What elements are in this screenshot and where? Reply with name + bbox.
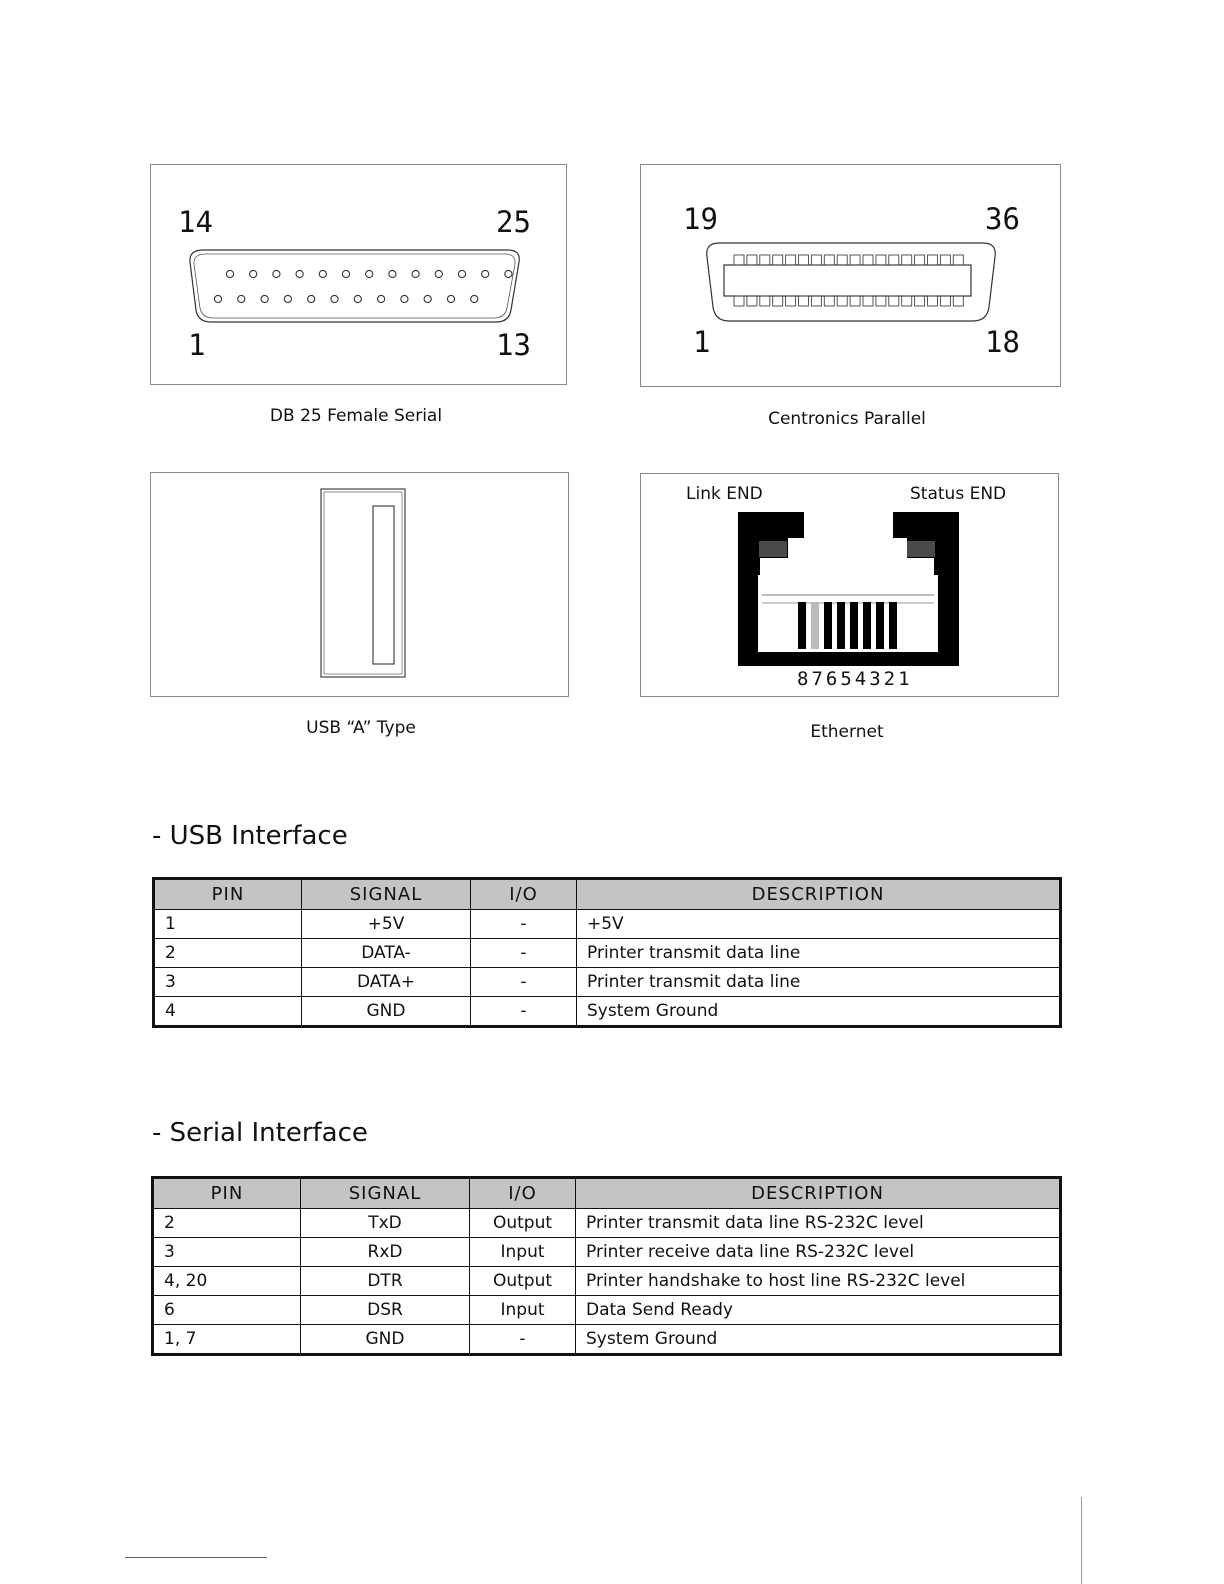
centronics-contact: [953, 255, 963, 265]
centronics-contact: [928, 255, 938, 265]
db25-pin-hole: [331, 295, 338, 302]
cell-pin: 6: [153, 1296, 301, 1325]
centronics-contact: [837, 255, 847, 265]
centronics-contact: [747, 296, 757, 306]
cell-description: Printer handshake to host line RS-232C level: [576, 1267, 1061, 1296]
table-row: [153, 1296, 1061, 1325]
db25-pin-label-14: 14: [178, 205, 213, 239]
centronics-contact: [889, 255, 899, 265]
centronics-pin-label-18: 18: [985, 325, 1020, 359]
header-pin: PIN: [153, 1178, 301, 1209]
db25-pin-hole: [505, 270, 512, 277]
cell-signal: +5V: [302, 910, 471, 939]
header-io: I/O: [470, 1178, 576, 1209]
cell-signal: TxD: [301, 1209, 470, 1238]
centronics-contact: [889, 296, 899, 306]
centronics-contact: [940, 255, 950, 265]
cell-io: Output: [470, 1209, 576, 1238]
db25-pin-hole: [319, 270, 326, 277]
centronics-contact: [902, 255, 912, 265]
centronics-contact: [876, 255, 886, 265]
cell-description: +5V: [577, 910, 1061, 939]
cell-description: Printer transmit data line: [577, 968, 1061, 997]
header-description: DESCRIPTION: [576, 1178, 1061, 1209]
footer-rule: [125, 1557, 267, 1558]
centronics-contact: [734, 255, 744, 265]
centronics-contact: [837, 296, 847, 306]
centronics-pin-label-36: 36: [985, 202, 1020, 236]
db25-pin-hole: [214, 295, 221, 302]
cell-pin: 4: [154, 997, 302, 1027]
header-signal: SIGNAL: [301, 1178, 470, 1209]
cell-io: -: [471, 968, 577, 997]
centronics-contact: [824, 255, 834, 265]
ethernet-contact: [824, 602, 832, 649]
centronics-contact: [850, 255, 860, 265]
usb-diagram-box: [150, 472, 569, 697]
db25-pin-hole: [378, 295, 385, 302]
cell-signal: GND: [301, 1325, 470, 1355]
ethernet-contact: [863, 602, 871, 649]
cell-pin: 3: [154, 968, 302, 997]
table-row: [154, 910, 1061, 939]
centronics-contact: [902, 296, 912, 306]
table-row: [153, 1238, 1061, 1267]
db25-pin-hole: [238, 295, 245, 302]
db25-pin-hole: [424, 295, 431, 302]
db25-pin-hole: [482, 270, 489, 277]
usb-interface-table: [152, 877, 1062, 1028]
table-row: [153, 1267, 1061, 1296]
header-signal: SIGNAL: [302, 879, 471, 910]
db25-pin-hole: [261, 295, 268, 302]
ethernet-caption: Ethernet: [810, 722, 884, 742]
centronics-contact: [863, 255, 873, 265]
cell-io: Input: [470, 1296, 576, 1325]
db25-pin-hole: [354, 295, 361, 302]
centronics-contact: [811, 296, 821, 306]
cell-pin: 4, 20: [153, 1267, 301, 1296]
cell-description: Printer transmit data line: [577, 939, 1061, 968]
db25-pin-hole: [342, 270, 349, 277]
centronics-contact: [760, 296, 770, 306]
ethernet-contact: [850, 602, 858, 649]
db25-pin-hole: [435, 270, 442, 277]
ethernet-contact: [798, 602, 806, 649]
db25-pin-hole: [284, 295, 291, 302]
centronics-contact: [863, 296, 873, 306]
header-pin: PIN: [154, 879, 302, 910]
cell-io: -: [471, 939, 577, 968]
ethernet-pin-numbers: 87654321: [797, 668, 913, 690]
cell-signal: DTR: [301, 1267, 470, 1296]
db25-pin-hole: [273, 270, 280, 277]
ethernet-contact: [837, 602, 845, 649]
table-header-row: [153, 1178, 1061, 1209]
header-io: I/O: [471, 879, 577, 910]
centronics-contact: [915, 296, 925, 306]
cell-io: -: [471, 910, 577, 939]
cell-signal: RxD: [301, 1238, 470, 1267]
cell-signal: DATA+: [302, 968, 471, 997]
db25-pin-hole: [250, 270, 257, 277]
table-row: [153, 1325, 1061, 1355]
db25-pin-hole: [366, 270, 373, 277]
centronics-contact: [811, 255, 821, 265]
serial-interface-table: [151, 1176, 1062, 1356]
centronics-connector-icon: [641, 165, 1062, 388]
db25-pin-label-1: 1: [188, 328, 206, 362]
centronics-contact: [850, 296, 860, 306]
db25-connector-icon: [151, 165, 568, 386]
table-row: [154, 968, 1061, 997]
db25-pin-hole: [412, 270, 419, 277]
centronics-contact: [760, 255, 770, 265]
centronics-pin-label-1: 1: [693, 325, 711, 359]
ethernet-contact: [876, 602, 884, 649]
centronics-caption: Centronics Parallel: [768, 409, 926, 429]
cell-pin: 3: [153, 1238, 301, 1267]
centronics-contact: [915, 255, 925, 265]
cell-description: Data Send Ready: [576, 1296, 1061, 1325]
db25-pin-label-25: 25: [496, 205, 531, 239]
cell-signal: DATA-: [302, 939, 471, 968]
cell-pin: 1: [154, 910, 302, 939]
centronics-contact: [773, 255, 783, 265]
cell-io: Input: [470, 1238, 576, 1267]
table-row: [154, 939, 1061, 968]
centronics-contact: [786, 255, 796, 265]
ethernet-rj45-icon: [641, 474, 1060, 698]
ethernet-diagram-box: [640, 473, 1059, 697]
centronics-contact: [786, 296, 796, 306]
db25-pin-hole: [296, 270, 303, 277]
usb-caption: USB “A” Type: [306, 718, 416, 738]
db25-pin-hole: [471, 295, 478, 302]
ethernet-status-end-label: Status END: [910, 484, 1007, 504]
usb-a-connector-icon: [151, 473, 570, 698]
header-description: DESCRIPTION: [577, 879, 1061, 910]
cell-description: System Ground: [577, 997, 1061, 1027]
cell-pin: 2: [154, 939, 302, 968]
db25-pin-hole: [226, 270, 233, 277]
cell-io: -: [471, 997, 577, 1027]
cell-description: Printer receive data line RS-232C level: [576, 1238, 1061, 1267]
centronics-contact: [799, 255, 809, 265]
centronics-contact: [876, 296, 886, 306]
cell-description: Printer transmit data line RS-232C level: [576, 1209, 1061, 1238]
cell-signal: DSR: [301, 1296, 470, 1325]
db25-pin-hole: [401, 295, 408, 302]
cell-io: Output: [470, 1267, 576, 1296]
centronics-contact: [953, 296, 963, 306]
page-edge-rule: [1081, 1497, 1082, 1584]
cell-description: System Ground: [576, 1325, 1061, 1355]
centronics-contact: [734, 296, 744, 306]
usb-interface-heading: - USB Interface: [152, 821, 348, 851]
ethernet-link-end-label: Link END: [686, 484, 763, 504]
db25-pin-hole: [447, 295, 454, 302]
centronics-contact: [824, 296, 834, 306]
centronics-contact: [940, 296, 950, 306]
db25-pin-hole: [389, 270, 396, 277]
centronics-contact: [773, 296, 783, 306]
db25-pin-hole: [458, 270, 465, 277]
cell-io: -: [470, 1325, 576, 1355]
cell-pin: 2: [153, 1209, 301, 1238]
table-header-row: [154, 879, 1061, 910]
db25-diagram-box: [150, 164, 567, 385]
centronics-pin-label-19: 19: [683, 202, 718, 236]
table-row: [154, 997, 1061, 1027]
db25-pin-hole: [308, 295, 315, 302]
centronics-contact: [799, 296, 809, 306]
db25-pin-label-13: 13: [496, 328, 531, 362]
centronics-contact: [747, 255, 757, 265]
cell-signal: GND: [302, 997, 471, 1027]
table-row: [153, 1209, 1061, 1238]
db25-caption: DB 25 Female Serial: [269, 406, 443, 426]
centronics-contact: [928, 296, 938, 306]
centronics-diagram-box: [640, 164, 1061, 387]
ethernet-contact: [889, 602, 897, 649]
serial-interface-heading: - Serial Interface: [152, 1118, 368, 1148]
cell-pin: 1, 7: [153, 1325, 301, 1355]
ethernet-contact: [811, 602, 819, 649]
